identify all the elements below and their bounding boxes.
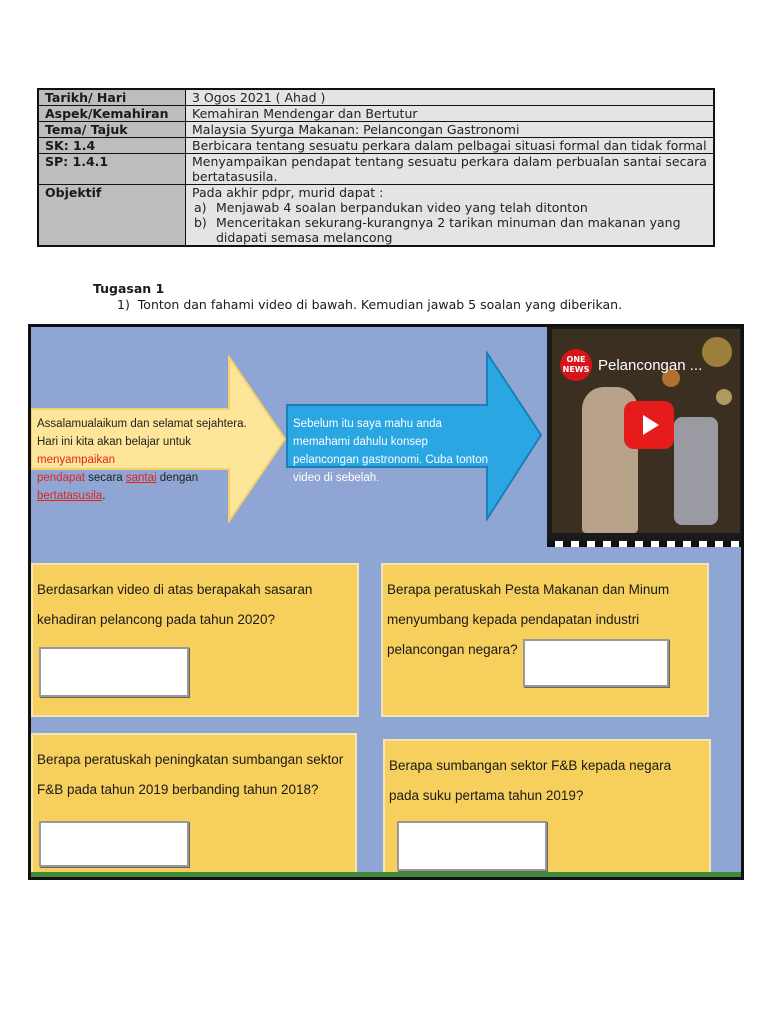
task-title: Tugasan 1 <box>93 281 165 296</box>
answer-field[interactable] <box>39 821 189 867</box>
objective-intro: Pada akhir pdpr, murid dapat : <box>192 185 384 200</box>
table-row <box>38 122 714 138</box>
text-span: . <box>102 490 106 502</box>
list-item-text: Menceritakan sekurang-kurangnya 2 tarikan minuman dan makanan yang didapati semasa melancong <box>216 215 681 245</box>
highlight-word: pendapat <box>37 472 85 484</box>
table-row <box>38 185 714 247</box>
row-value: 3 Ogos 2021 ( Ahad ) <box>186 89 715 106</box>
row-value: Menyampaikan pendapat tentang sesuatu perkara dalam perbualan santai secara bertatasusila. <box>186 154 715 185</box>
video-caption-strip <box>31 872 744 877</box>
list-item-text: Menjawab 4 soalan berpandukan video yang telah ditonton <box>216 200 588 215</box>
video-thumbnail <box>552 329 740 533</box>
row-label: Tema/ Tajuk <box>38 122 186 138</box>
greeting-line: Assalamualaikum dan selamat sejahtera. <box>37 418 247 430</box>
highlight-word: menyampaikan <box>37 454 115 466</box>
row-value: Malaysia Syurga Makanan: Pelancongan Gastronomi <box>186 122 715 138</box>
highlight-word: bertatasusila <box>37 490 103 502</box>
news-logo: ONE NEWS <box>560 349 592 381</box>
list-item <box>192 200 707 215</box>
row-label: SP: 1.4.1 <box>38 154 186 185</box>
greeting-line <box>37 433 267 469</box>
question-card-2 <box>381 563 709 717</box>
row-label: Tarikh/ Hari <box>38 89 186 106</box>
text-span: Hari ini kita akan belajar untuk <box>37 436 192 448</box>
question-text: Berdasarkan video di atas berapakah sasaran kehadiran pelancong pada tahun 2020? <box>37 582 313 627</box>
answer-field[interactable] <box>397 821 547 871</box>
highlight-word: santai <box>125 472 157 484</box>
text-span: dengan <box>156 472 199 484</box>
greeting-text <box>37 415 267 505</box>
instruction-marker: 1) <box>117 297 130 312</box>
list-marker: a) <box>194 200 207 215</box>
instruction-text: Tonton dan fahami video di bawah. Kemudian jawab 5 soalan yang diberikan. <box>137 297 623 312</box>
video-embed[interactable] <box>547 327 744 547</box>
row-label: Aspek/Kemahiran <box>38 106 186 122</box>
objective-cell <box>186 185 715 247</box>
slide-screenshot <box>28 324 744 880</box>
lesson-plan-table <box>37 88 715 247</box>
answer-field[interactable] <box>39 647 189 697</box>
table-row <box>38 106 714 122</box>
table-row <box>38 138 714 154</box>
table-row <box>38 89 714 106</box>
task-instruction <box>117 297 622 312</box>
video-title: Pelancongan ... <box>598 357 703 374</box>
greeting-line <box>37 469 267 505</box>
list-item <box>192 215 707 245</box>
question-text: Berapa sumbangan sektor F&B kepada negara pada suku pertama tahun 2019? <box>389 758 672 803</box>
row-label: SK: 1.4 <box>38 138 186 154</box>
urn-figure <box>674 417 718 525</box>
instruction-bubble-text: Sebelum itu saya mahu anda memahami dahulu konsep pelancongan gastronomi. Cuba tonton video di sebelah. <box>293 418 489 484</box>
row-value: Berbicara tentang sesuatu perkara dalam pelbagai situasi formal dan tidak formal <box>186 138 715 154</box>
question-text: Berapa peratuskah Pesta Makanan dan Minum menyumbang kepada pendapatan industri pelancongan negara? <box>387 582 670 657</box>
question-card-1 <box>31 563 359 717</box>
row-value: Kemahiran Mendengar dan Bertutur <box>186 106 715 122</box>
list-marker: b) <box>194 215 207 230</box>
question-card-4 <box>383 739 711 880</box>
question-text: Berapa peratuskah peningkatan sumbangan sektor F&B pada tahun 2019 berbanding tahun 2018? <box>37 752 344 797</box>
objective-list <box>192 200 707 245</box>
table-row <box>38 154 714 185</box>
text-span: secara <box>84 472 126 484</box>
dashed-border <box>547 541 744 547</box>
question-card-3 <box>31 733 357 880</box>
row-label: Objektif <box>38 185 186 247</box>
play-icon[interactable] <box>624 401 674 449</box>
answer-field[interactable] <box>523 639 669 687</box>
